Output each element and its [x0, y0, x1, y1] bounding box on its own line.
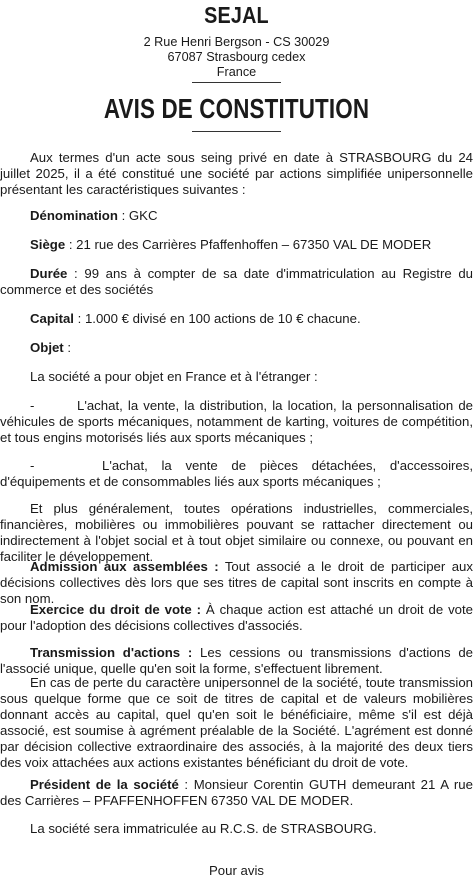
siege-label: Siège	[30, 237, 66, 252]
bullet-dash: -	[30, 458, 35, 473]
notice-title: AVIS DE CONSTITUTION	[103, 93, 370, 124]
closing-text: La société sera immatriculée au R.C.S. de STRASBOURG.	[30, 821, 377, 836]
address-line-2: 67087 Strasbourg cedex	[167, 49, 306, 64]
objet-general-text: Et plus généralement, toutes opérations industrielles, commerciales, financières, mobilières ou immobilières pouvant se rattacher directement ou indirectement à l'objet social et à tout objet similaire ou connexe, ou pouvant en faciliter le développement.	[0, 501, 473, 564]
transmission-paragraph-2-text: En cas de perte du caractère unipersonnel de la société, toute transmission sous quelque forme que ce soit de titres de capital et de valeurs mobilières donnant accès au capital, quel qu'en soit le bénéficiaire, même s'il est déjà associé, est soumise à agrément préalable de la Société. L'agrément est donné par décision collective extraordinaire des associés, à la majorité des deux tiers des voix attachées aux actions existantes bénéficiant du droit de vote.	[0, 675, 473, 770]
intro-paragraph	[0, 150, 473, 198]
capital-line	[0, 311, 473, 327]
duree-label: Durée	[30, 266, 68, 281]
transmission-value: Les cessions ou transmissions d'actions de l'associé unique, quelle qu'en soit la forme, s'effectuent librement.	[0, 645, 473, 676]
objet-label: Objet	[30, 340, 64, 355]
objet-intro	[0, 369, 473, 385]
address-line-3: France	[216, 64, 257, 79]
admission-paragraph	[0, 559, 473, 607]
denomination-value: : GKC	[117, 208, 158, 223]
admission-value: Tout associé a le droit de participer aux décisions collectives dès lors que ses titres de capital sont inscrits en compte à son nom.	[0, 559, 473, 606]
siege-line	[0, 237, 473, 253]
duree-line	[0, 266, 473, 298]
vote-label: Exercice du droit de vote :	[30, 602, 201, 617]
siege-value: : 21 rue des Carrières Pfaffenhoffen – 67350 VAL DE MODER	[65, 237, 432, 252]
signature: Pour avis	[209, 863, 264, 878]
vote-paragraph	[0, 602, 473, 634]
company-name: SEJAL	[204, 2, 269, 28]
president-value: : Monsieur Corentin GUTH demeurant 21 A rue des Carrières – PFAFFENHOFFEN 67350 VAL DE MODER.	[0, 777, 473, 808]
denomination-line	[0, 208, 473, 224]
admission-label: Admission aux assemblées :	[30, 559, 219, 574]
duree-value: : 99 ans à compter de sa date d'immatriculation au Registre du commerce et des sociétés	[0, 266, 473, 297]
objet-bullet-2	[0, 458, 473, 490]
president-paragraph	[0, 777, 473, 809]
transmission-paragraph-2	[0, 675, 473, 771]
objet-value: :	[63, 340, 72, 355]
objet-bullet-1-text: L'achat, la vente, la distribution, la location, la personnalisation de véhicules de sports mécaniques, notamment de karting, voitures de compétition, et tous engins motorisés liés aux sports mécaniques ;	[0, 398, 473, 445]
capital-value: : 1.000 € divisé en 100 actions de 10 € chacune.	[73, 311, 361, 326]
objet-intro-text: La société a pour objet en France et à l'étranger :	[30, 369, 318, 384]
capital-label: Capital	[30, 311, 74, 326]
title-divider	[192, 131, 281, 132]
header-divider	[192, 82, 281, 83]
vote-value: À chaque action est attaché un droit de vote pour l'adoption des décisions collectives d'associés.	[0, 602, 473, 633]
objet-general	[0, 501, 473, 565]
closing-paragraph	[0, 821, 473, 837]
objet-line	[0, 340, 473, 356]
transmission-paragraph	[0, 645, 473, 677]
transmission-label: Transmission d'actions :	[30, 645, 193, 660]
bullet-dash: -	[30, 398, 35, 413]
denomination-label: Dénomination	[30, 208, 118, 223]
intro-text: Aux termes d'un acte sous seing privé en date à STRASBOURG du 24 juillet 2025, il a été constitué une société par actions simplifiée unipersonnelle présentant les caractéristiques suivantes :	[0, 150, 473, 197]
address-line-1: 2 Rue Henri Bergson - CS 30029	[143, 34, 330, 49]
objet-bullet-2-text: L'achat, la vente de pièces détachées, d'accessoires, d'équipements et de consommables liés aux sports mécaniques ;	[0, 458, 473, 489]
objet-bullet-1	[0, 398, 473, 446]
president-label: Président de la société	[30, 777, 179, 792]
